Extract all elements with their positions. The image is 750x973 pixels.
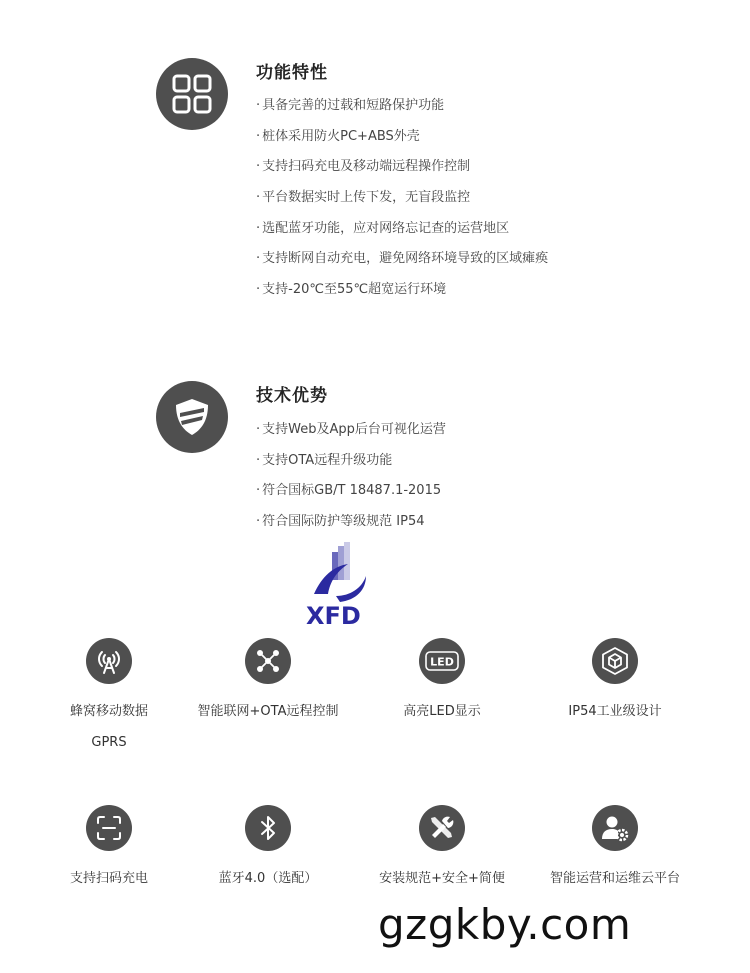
hexagon-box-icon [592, 638, 638, 684]
list-item: · 支持扫码充电及移动端远程操作控制 [256, 152, 548, 183]
list-item: · 符合国际防护等级规范 IP54 [256, 507, 446, 538]
feature-label: 高亮LED显示 [403, 704, 481, 719]
section-title-features: 功能特性 [256, 63, 328, 83]
svg-text:XFD: XFD [306, 602, 361, 626]
list-item: · 支持断网自动充电，避免网络环境导致的区域瘫痪 [256, 244, 548, 275]
scan-icon [86, 805, 132, 851]
feature-cloud [530, 805, 700, 894]
xfd-logo [300, 540, 380, 626]
signal-tower-icon [86, 638, 132, 684]
feature-ota [183, 638, 353, 727]
section-title-advantages: 技术优势 [256, 386, 328, 406]
feature-install [357, 805, 527, 894]
features-list [256, 91, 548, 306]
feature-gprs [24, 638, 194, 758]
feature-label: 支持扫码充电 [69, 871, 148, 886]
tools-icon [419, 805, 465, 851]
user-gear-icon [592, 805, 638, 851]
feature-label: IP54工业级设计 [568, 704, 662, 719]
list-item: · 支持Web及App后台可视化运营 [256, 415, 446, 446]
list-item: · 桩体采用防火PC+ABS外壳 [256, 122, 548, 153]
bluetooth-icon [245, 805, 291, 851]
feature-label: 蓝牙4.0（选配） [218, 871, 318, 886]
list-item: · 平台数据实时上传下发，无盲段监控 [256, 183, 548, 214]
shield-icon [156, 381, 228, 453]
led-icon [419, 638, 465, 684]
feature-ip54 [530, 638, 700, 727]
feature-label: 智能运营和运维云平台 [549, 871, 680, 886]
feature-label: 安装规范+安全+简便 [379, 871, 505, 886]
grid-icon [156, 58, 228, 130]
feature-label: 智能联网+OTA远程控制 [197, 704, 339, 719]
list-item: · 选配蓝牙功能，应对网络忘记查的运营地区 [256, 214, 548, 245]
feature-led [357, 638, 527, 727]
list-item: · 符合国标GB/T 18487.1-2015 [256, 476, 446, 507]
list-item: · 支持OTA远程升级功能 [256, 446, 446, 477]
feature-bluetooth [183, 805, 353, 894]
list-item: · 支持-20℃至55℃超宽运行环境 [256, 275, 548, 306]
feature-scan [24, 805, 194, 894]
list-item: · 具备完善的过载和短路保护功能 [256, 91, 548, 122]
watermark-text: gzgkby.com [378, 900, 632, 949]
svg-text:LED: LED [430, 655, 454, 669]
network-nodes-icon [245, 638, 291, 684]
advantages-list [256, 415, 446, 538]
feature-label: 蜂窝移动数据 GPRS [69, 704, 148, 750]
